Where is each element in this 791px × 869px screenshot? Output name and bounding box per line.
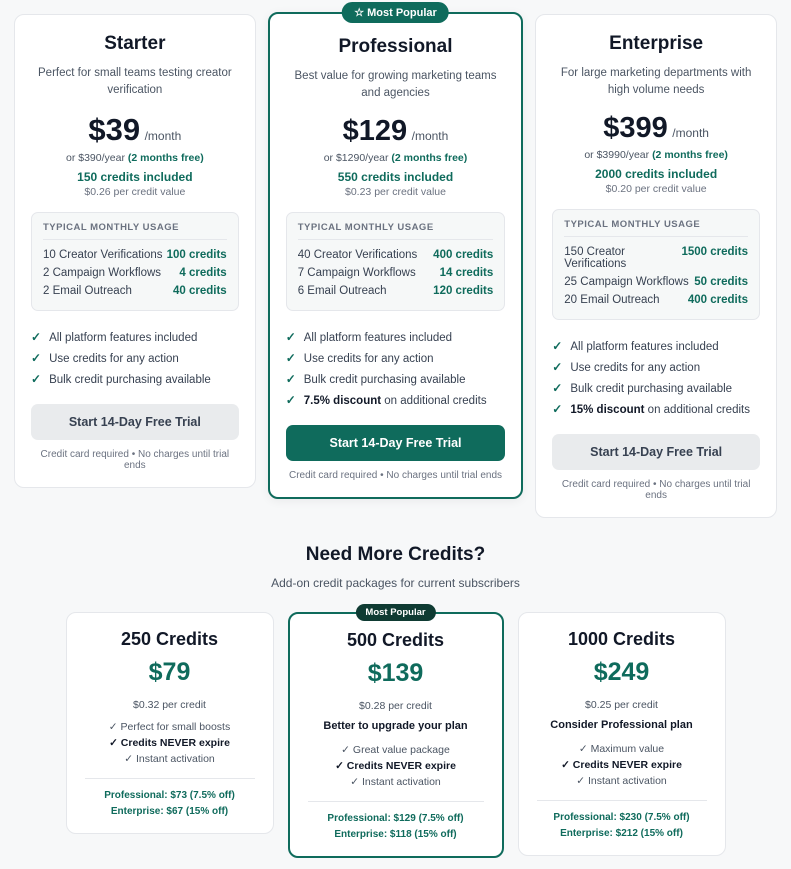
usage-row <box>298 282 494 300</box>
plan-card-professional[interactable] <box>268 7 524 499</box>
plan-credits-included: 150 credits included <box>77 170 193 185</box>
usage-label: 25 Campaign Workflows <box>564 276 689 289</box>
addon-packages-row <box>0 607 791 858</box>
plan-price-period: /month <box>672 126 709 141</box>
check-icon: ✓ <box>552 360 563 375</box>
check-light-icon: ✓ <box>341 744 350 757</box>
addon-price: $249 <box>593 658 650 687</box>
addon-feature <box>304 742 488 758</box>
check-icon: ✓ <box>285 372 296 387</box>
feature-list <box>31 327 239 390</box>
check-icon: ✓ <box>552 381 563 396</box>
plan-credit-value: $0.23 per credit value <box>345 186 446 199</box>
plan-name: Starter <box>104 33 166 54</box>
check-icon: ✓ <box>552 339 563 354</box>
check-icon: ✓ <box>285 351 296 366</box>
feature-item <box>286 327 506 348</box>
usage-label: 2 Campaign Workflows <box>43 267 162 280</box>
plan-annual-prefix: or $3990/year <box>584 149 653 162</box>
plan-description: For large marketing departments with high volume needs <box>560 67 752 96</box>
plan-description: Perfect for small teams testing creator verification <box>38 67 232 96</box>
addon-feature <box>533 773 711 789</box>
addon-feature <box>81 751 259 767</box>
check-light-icon: ✓ <box>335 760 344 773</box>
addon-compare-enterprise: Enterprise: $67 (15% off) <box>110 805 229 817</box>
addon-compare-enterprise: Enterprise: $212 (15% off) <box>560 827 683 839</box>
feature-text-bold: 15% discount <box>570 404 645 417</box>
plan-price-line <box>31 112 239 148</box>
feature-item <box>286 369 506 390</box>
usage-label: 10 Creator Verifications <box>43 249 163 262</box>
usage-row <box>43 282 227 300</box>
usage-row <box>43 246 227 264</box>
addon-feature-text: Credits NEVER expire <box>120 737 230 750</box>
usage-value: 400 credits <box>687 294 748 307</box>
addon-recommendation: Consider Professional plan <box>550 719 693 732</box>
addon-feature-text: Perfect for small boosts <box>120 721 231 734</box>
plan-credit-value: $0.20 per credit value <box>605 183 707 196</box>
feature-text: All platform features included <box>570 341 719 354</box>
addon-feature <box>533 741 711 757</box>
addon-credits-section <box>0 544 791 858</box>
addon-feature-text: Instant activation <box>135 753 215 766</box>
plan-price: $399 <box>603 112 668 145</box>
feature-item <box>552 378 760 399</box>
usage-label: 40 Creator Verifications <box>297 249 418 262</box>
usage-row <box>564 273 748 291</box>
plan-price-period: /month <box>144 129 182 144</box>
start-trial-button[interactable]: Start 14-Day Free Trial <box>31 404 239 440</box>
feature-text: Use credits for any action <box>570 362 701 375</box>
usage-value: 14 credits <box>439 267 494 280</box>
usage-value: 100 credits <box>166 249 227 262</box>
feature-item <box>286 348 506 369</box>
plan-annual-price <box>31 152 239 164</box>
plan-annual-bonus: (2 months free) <box>127 152 204 165</box>
cta-note: Credit card required • No charges until trial ends <box>40 449 230 472</box>
plan-price-line <box>286 115 506 148</box>
addon-feature <box>81 719 259 735</box>
feature-list <box>552 336 760 420</box>
usage-label: 150 Creator Verifications <box>564 246 627 271</box>
typical-usage-title: TYPICAL MONTHLY USAGE <box>564 219 748 237</box>
addon-price: $79 <box>148 658 191 687</box>
addon-feature-text: Instant activation <box>361 776 441 789</box>
usage-label: 2 Email Outreach <box>43 285 132 298</box>
plan-credit-value: $0.26 per credit value <box>84 186 186 199</box>
addon-section-subtitle: Add-on credit packages for current subscribers <box>271 576 520 591</box>
plan-annual-bonus: (2 months free) <box>652 149 728 162</box>
plan-price: $129 <box>342 115 408 148</box>
most-popular-badge: ☆ Most Popular <box>342 2 449 23</box>
divider <box>85 778 255 779</box>
feature-text <box>570 404 750 416</box>
plan-annual-bonus: (2 months free) <box>391 152 468 165</box>
feature-item <box>31 327 239 348</box>
addon-section-title: Need More Credits? <box>305 544 486 566</box>
usage-label: 6 Email Outreach <box>297 285 387 298</box>
check-icon: ✓ <box>552 402 563 417</box>
check-light-icon: ✓ <box>578 743 588 756</box>
addon-price: $139 <box>367 659 424 688</box>
plan-credits-included: 550 credits included <box>337 170 454 185</box>
check-icon: ✓ <box>285 330 296 345</box>
plan-name: Enterprise <box>609 33 704 54</box>
typical-usage-box <box>31 212 239 311</box>
addon-feature-text: Maximum value <box>590 743 665 756</box>
addon-compare-professional: Professional: $230 (7.5% off) <box>553 812 690 824</box>
plan-card-starter[interactable] <box>14 14 256 488</box>
plan-price-period: /month <box>411 129 449 144</box>
check-light-icon: ✓ <box>561 759 570 772</box>
feature-text-rest: on additional credits <box>644 404 750 417</box>
feature-item <box>552 336 760 357</box>
feature-list <box>286 327 506 411</box>
usage-value: 1500 credits <box>681 246 748 259</box>
usage-label: 20 Email Outreach <box>564 294 660 307</box>
feature-item <box>31 369 239 390</box>
addon-feature-text: Instant activation <box>587 775 667 788</box>
addon-feature-text: Credits NEVER expire <box>346 760 456 773</box>
addon-feature <box>304 758 488 774</box>
plan-annual-price <box>286 152 506 164</box>
plan-credits-included: 2000 credits included <box>595 167 718 182</box>
feature-text <box>304 395 487 407</box>
addon-name: 250 Credits <box>120 629 219 650</box>
addon-feature-text: Great value package <box>352 744 450 757</box>
addon-feature <box>81 735 259 751</box>
plan-price: $39 <box>88 112 141 148</box>
plan-card-enterprise[interactable] <box>535 14 777 518</box>
feature-item-discount <box>552 399 760 420</box>
addon-per-credit: $0.25 per credit <box>585 699 658 712</box>
plan-annual-prefix: or $1290/year <box>323 152 392 165</box>
check-icon: ✓ <box>31 351 42 366</box>
usage-row <box>43 264 227 282</box>
check-light-icon: ✓ <box>350 776 360 789</box>
check-light-icon: ✓ <box>109 737 118 750</box>
addon-compare-enterprise: Enterprise: $118 (15% off) <box>334 828 457 840</box>
check-icon: ✓ <box>31 330 42 345</box>
usage-row <box>298 246 494 264</box>
addon-name: 500 Credits <box>346 630 445 651</box>
addon-recommendation: Better to upgrade your plan <box>323 720 468 733</box>
addon-card-1000[interactable] <box>518 612 726 856</box>
addon-compare-professional: Professional: $129 (7.5% off) <box>327 813 464 825</box>
plan-annual-prefix: or $390/year <box>65 152 128 165</box>
addon-feature <box>304 774 488 790</box>
usage-value: 400 credits <box>433 249 494 262</box>
addon-per-credit: $0.28 per credit <box>359 700 432 713</box>
addon-feature-text: Credits NEVER expire <box>572 759 682 772</box>
most-popular-badge: Most Popular <box>355 604 435 621</box>
usage-row <box>298 264 494 282</box>
typical-usage-box <box>552 209 760 320</box>
start-trial-button[interactable]: Start 14-Day Free Trial <box>286 425 506 461</box>
addon-card-250[interactable] <box>66 612 274 834</box>
cta-note: Credit card required • No charges until trial ends <box>561 479 751 502</box>
feature-text: All platform features included <box>49 332 198 345</box>
addon-name: 1000 Credits <box>567 629 676 650</box>
feature-text: Bulk credit purchasing available <box>570 383 733 396</box>
divider <box>308 801 484 802</box>
typical-usage-title: TYPICAL MONTHLY USAGE <box>298 222 494 240</box>
check-light-icon: ✓ <box>108 721 118 734</box>
divider <box>537 800 707 801</box>
addon-card-500[interactable] <box>288 607 504 858</box>
usage-value: 50 credits <box>694 276 748 289</box>
usage-row <box>564 243 748 273</box>
usage-value: 40 credits <box>173 285 227 298</box>
addon-per-credit: $0.32 per credit <box>133 699 206 712</box>
check-icon: ✓ <box>31 372 42 387</box>
usage-label: 7 Campaign Workflows <box>297 267 416 280</box>
feature-item <box>31 348 239 369</box>
usage-row <box>564 291 748 309</box>
check-light-icon: ✓ <box>124 753 134 766</box>
feature-text-rest: on additional credits <box>381 395 487 408</box>
plan-name: Professional <box>338 36 453 57</box>
start-trial-button[interactable]: Start 14-Day Free Trial <box>552 434 760 470</box>
cta-note: Credit card required • No charges until trial ends <box>288 470 503 482</box>
feature-text: All platform features included <box>303 332 453 345</box>
check-light-icon: ✓ <box>576 775 586 788</box>
typical-usage-title: TYPICAL MONTHLY USAGE <box>43 222 227 240</box>
feature-text: Bulk credit purchasing available <box>49 374 211 387</box>
plan-price-line <box>552 112 760 145</box>
feature-text: Bulk credit purchasing available <box>303 374 466 387</box>
usage-value: 120 credits <box>433 285 494 298</box>
feature-item-discount <box>286 390 506 411</box>
usage-value: 4 credits <box>179 267 227 280</box>
typical-usage-box <box>286 212 506 311</box>
feature-text: Use credits for any action <box>303 353 434 366</box>
plan-annual-price <box>552 149 760 161</box>
feature-text-bold: 7.5% discount <box>303 395 382 408</box>
check-icon: ✓ <box>285 393 296 408</box>
addon-compare-professional: Professional: $73 (7.5% off) <box>104 790 235 802</box>
plan-description: Best value for growing marketing teams and agencies <box>294 70 497 99</box>
feature-item <box>552 357 760 378</box>
feature-text: Use credits for any action <box>49 353 179 366</box>
addon-feature <box>533 757 711 773</box>
